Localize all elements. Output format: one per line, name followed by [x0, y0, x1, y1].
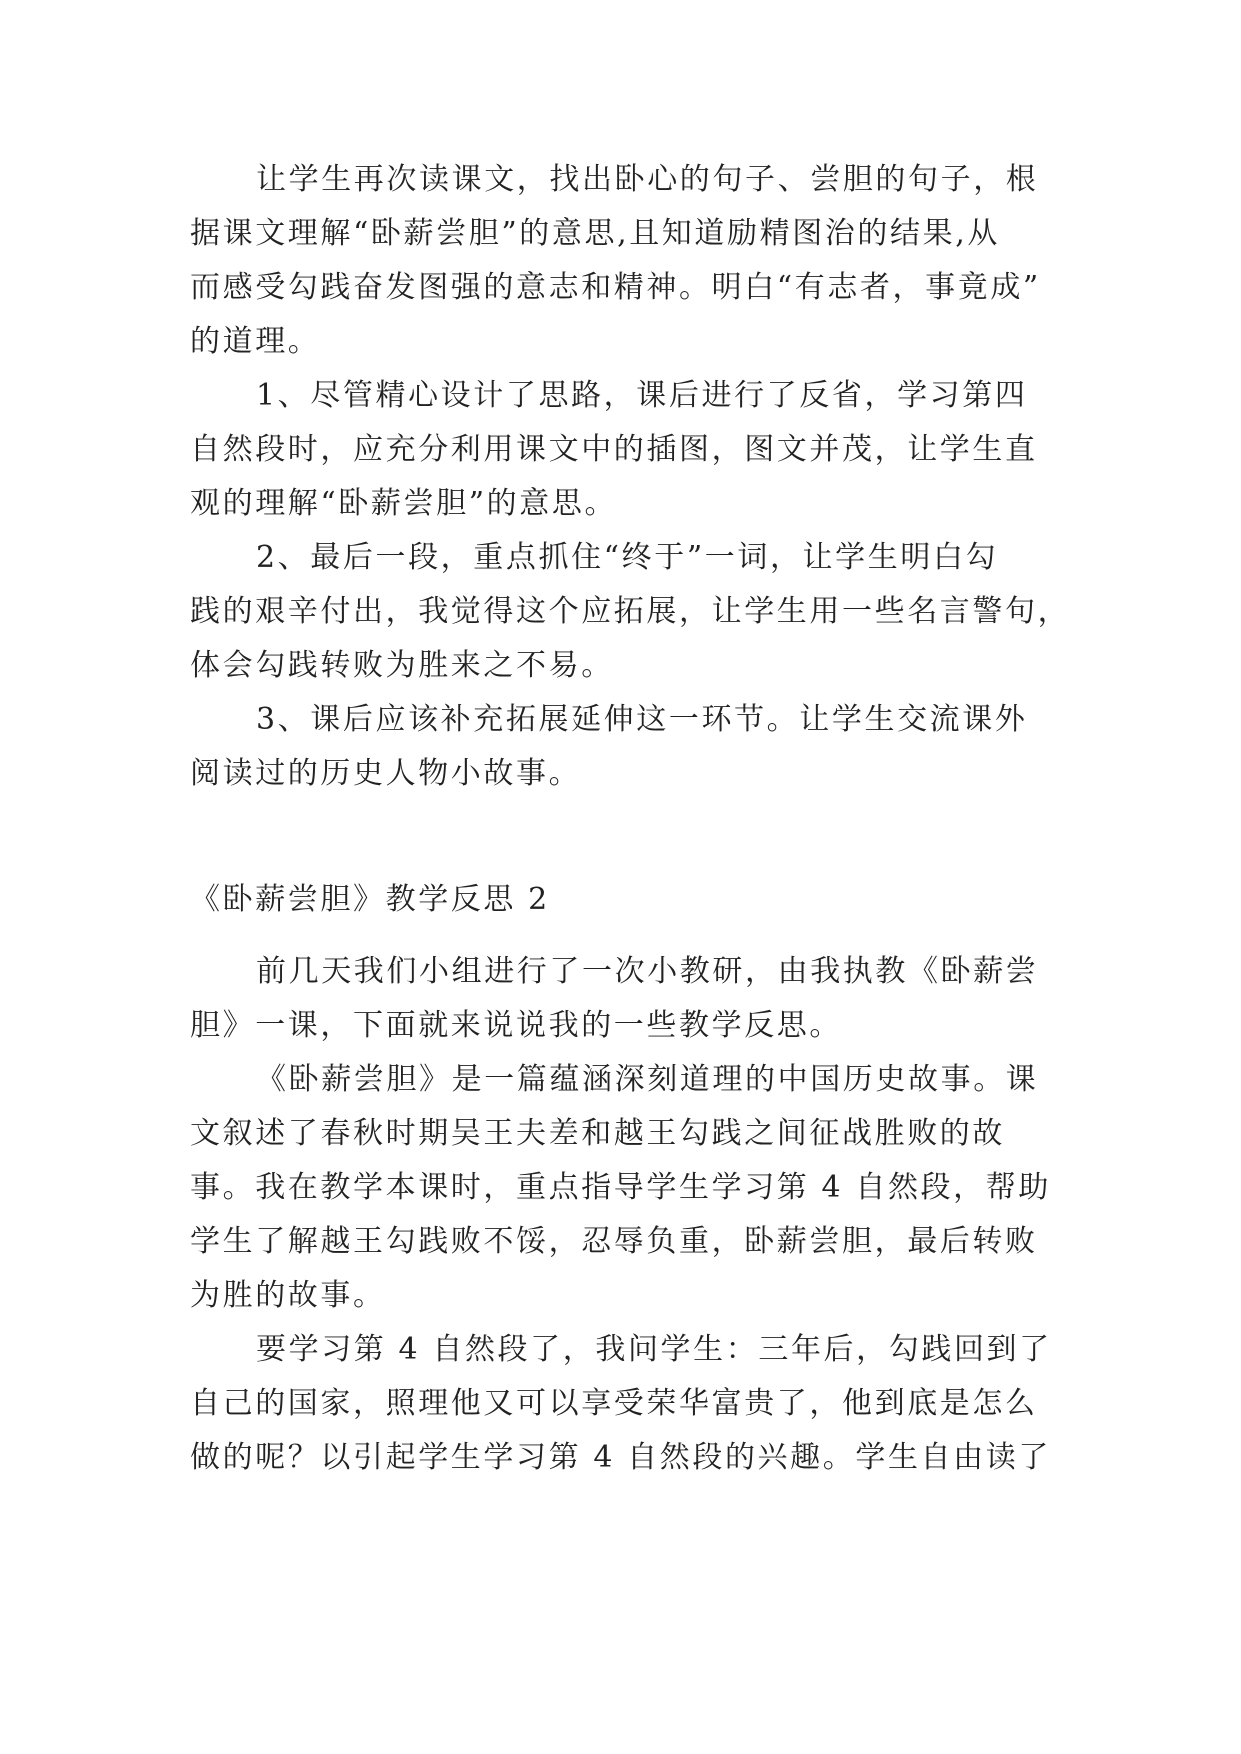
text-line: 据课文理解“卧薪尝胆”的意思,且知道励精图治的结果,从 [190, 216, 1000, 251]
text-line: 自然段时，应充分利用课文中的插图，图文并茂，让学生直 [190, 432, 1038, 467]
text-line: 自己的国家，照理他又可以享受荣华富贵了，他到底是怎么 [190, 1386, 1038, 1421]
section-heading: 《卧薪尝胆》教学反思 2 [190, 882, 550, 917]
text-line: 要学习第 4 自然段了，我问学生：三年后，勾践回到了 [256, 1332, 1052, 1367]
text-line: 体会勾践转败为胜来之不易。 [190, 648, 614, 683]
text-line: 2、最后一段，重点抓住“终于”一词，让学生明白勾 [256, 540, 999, 575]
text-line: 践的艰辛付出，我觉得这个应拓展，让学生用一些名言警句， [190, 594, 1071, 629]
text-line: 的道理。 [190, 324, 321, 359]
text-line: 前几天我们小组进行了一次小教研，由我执教《卧薪尝 [256, 954, 1039, 989]
text-line: 为胜的故事。 [190, 1278, 386, 1313]
text-line: 让学生再次读课文，找出卧心的句子、尝胆的句子，根 [256, 162, 1039, 197]
text-line: 文叙述了春秋时期吴王夫差和越王勾践之间征战胜败的故 [190, 1116, 1005, 1151]
text-line: 做的呢？以引起学生学习第 4 自然段的兴趣。学生自由读了 [190, 1440, 1051, 1475]
text-line: 《卧薪尝胆》是一篇蕴涵深刻道理的中国历史故事。课 [256, 1062, 1039, 1097]
text-line: 1、尽管精心设计了思路，课后进行了反省，学习第四 [256, 378, 1028, 413]
text-line: 事。我在教学本课时，重点指导学生学习第 4 自然段，帮助 [190, 1170, 1051, 1205]
text-line: 阅读过的历史人物小故事。 [190, 756, 582, 791]
text-line: 观的理解“卧薪尝胆”的意思。 [190, 486, 618, 521]
text-line: 3、课后应该补充拓展延伸这一环节。让学生交流课外 [256, 702, 1028, 737]
text-line: 学生了解越王勾践败不馁，忍辱负重，卧薪尝胆，最后转败 [190, 1224, 1038, 1259]
text-line: 胆》一课，下面就来说说我的一些教学反思。 [190, 1008, 842, 1043]
text-line: 而感受勾践奋发图强的意志和精神。明白“有志者，事竟成” [190, 270, 1041, 305]
